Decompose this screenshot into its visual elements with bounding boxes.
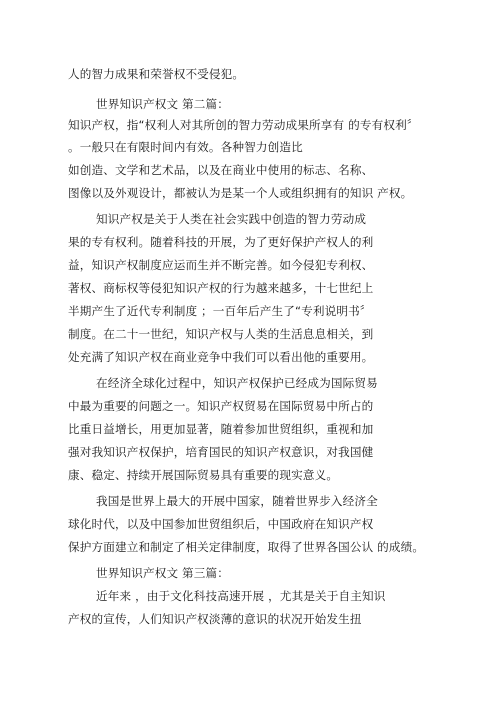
text-line-21: 保护方面建立和制定了相关定律制度，取得了世界各国公认 的成绩。 [68, 540, 425, 554]
text-line-24: 产权的宣传，人们知识产权淡薄的意识的状况开始发生扭 [68, 612, 362, 626]
text-line-16: 比重日益增长，用更加显著，随着参加世贸组织，重视和加 [68, 422, 374, 436]
text-line-23: 近年来 ，由于文化科技高速开展 ，尤其是关于自主知识 [96, 589, 386, 603]
text-line-20: 球化时代，以及中国参加世贸组织后，中国政府在知识产权 [68, 517, 374, 531]
text-line-19: 我国是世界上最大的开展中国家，随着世界步入经济全 [96, 494, 378, 508]
text-line-14: 在经济全球化过程中，知识产权保护已经成为国际贸易 [96, 376, 378, 390]
text-line-10: 著权、商标权等侵犯知识产权的行为越来越多，十七世纪上 [68, 281, 374, 295]
text-line-6: 图像以及外观设计，都被认为是某一个人或组织拥有的知识 产权。 [68, 186, 413, 200]
text-line-18: 康、稳定、持续开展国际贸易具有重要的现实意义。 [68, 468, 339, 482]
text-line-13: 处充满了知识产权在商业竞争中我们可以看出他的重要用。 [68, 350, 374, 364]
text-line-3: 知识产权，指“权利人对其所创的智力劳动成果所享有 的专有权利〞 [68, 118, 419, 132]
section-heading-second: 世界知识产权文 第二篇： [96, 97, 230, 111]
text-line-11: 半期产生了近代专利制度 ；一百年后产生了“专利说明书〞 [68, 304, 372, 318]
text-line-12: 制度。在二十一世纪，知识产权与人类的生活息息相关，到 [68, 327, 374, 341]
text-line-5: 如创造、文学和艺术品，以及在商业中使用的标志、名称、 [68, 163, 374, 177]
text-line-15: 中最为重要的问题之一。知识产权贸易在国际贸易中所占的 [68, 399, 374, 413]
text-line-8: 果的专有权利。随着科技的开展，为了更好保护产权人的利 [68, 235, 374, 249]
section-heading-third: 世界知识产权文 第三篇： [96, 566, 230, 580]
text-line-4: 。一般只在有限时间内有效。各种智力创造比 [68, 140, 303, 154]
text-line-1: 人的智力成果和荣誉权不受侵犯。 [68, 67, 245, 81]
text-line-7: 知识产权是关于人类在社会实践中创造的智力劳动成 [96, 212, 367, 226]
text-line-17: 强对我知识产权保护，培育国民的知识产权意识，对我国健 [68, 445, 374, 459]
text-line-9: 益，知识产权制度应运而生并不断完善。如今侵犯专利权、 [68, 258, 374, 272]
